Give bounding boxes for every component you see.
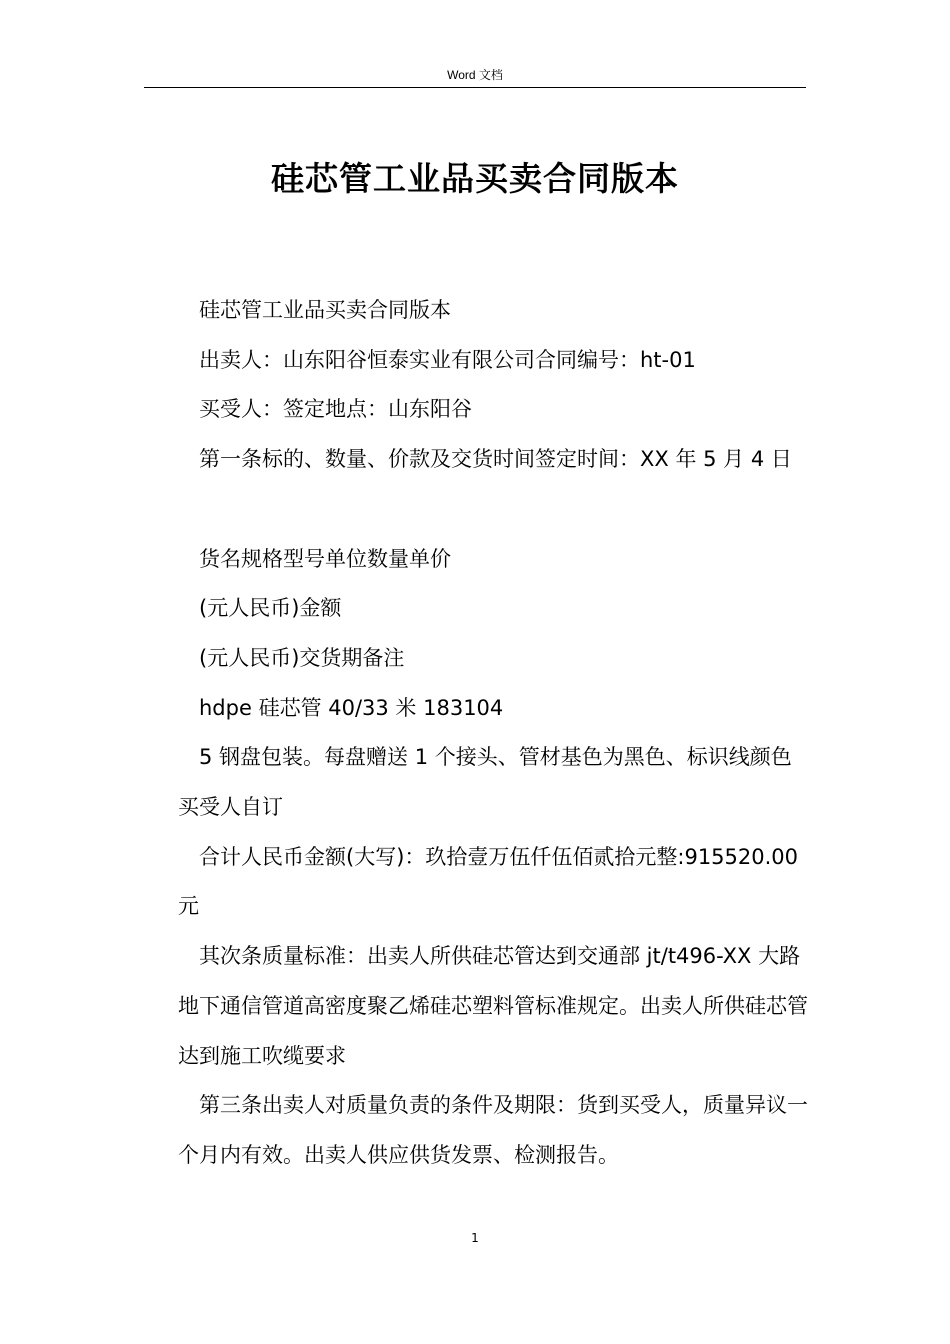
paragraph-seller: 出卖人：山东阳谷恒泰实业有限公司合同编号：ht-01 <box>199 347 696 372</box>
paragraph-goods-columns: 货名规格型号单位数量单价 <box>199 546 451 571</box>
paragraph-article-three: 第三条出卖人对质量负责的条件及期限：货到买受人，质量异议一个月内有效。出卖人供应供货发票、检测报告。 <box>178 1093 808 1167</box>
paragraph-article-two: 其次条质量标准：出卖人所供硅芯管达到交通部 jt/t496-XX 大路地下通信管道高密度聚乙烯硅芯塑料管标准规定。出卖人所供硅芯管达到施工吹缆要求 <box>178 944 808 1068</box>
paragraph-article-one: 第一条标的、数量、价款及交货时间签定时间：XX 年 5 月 4 日 <box>199 447 792 472</box>
document-body <box>178 286 808 1181</box>
paragraph-contract-name: 硅芯管工业品买卖合同版本 <box>199 298 451 322</box>
page-number: 1 <box>471 1231 479 1245</box>
paragraph-amount-column: (元人民币)金额 <box>199 596 342 621</box>
paragraph-packaging: 5 钢盘包装。每盘赠送 1 个接头、管材基色为黑色、标识线颜色买受人自订 <box>178 745 792 820</box>
paragraph-delivery-column: (元人民币)交货期备注 <box>199 645 405 670</box>
document-title: 硅芯管工业品买卖合同版本 <box>271 159 679 198</box>
paragraph-total-amount: 合计人民币金额(大写)：玖拾壹万伍仟伍佰贰拾元整:915520.00 元 <box>178 844 799 919</box>
blank-line <box>178 485 808 535</box>
header-rule <box>144 87 806 88</box>
paragraph-goods-row: hdpe 硅芯管 40/33 米 183104 <box>199 695 504 720</box>
page-header-label: Word 文档 <box>447 68 503 82</box>
paragraph-buyer: 买受人：签定地点：山东阳谷 <box>199 397 472 422</box>
